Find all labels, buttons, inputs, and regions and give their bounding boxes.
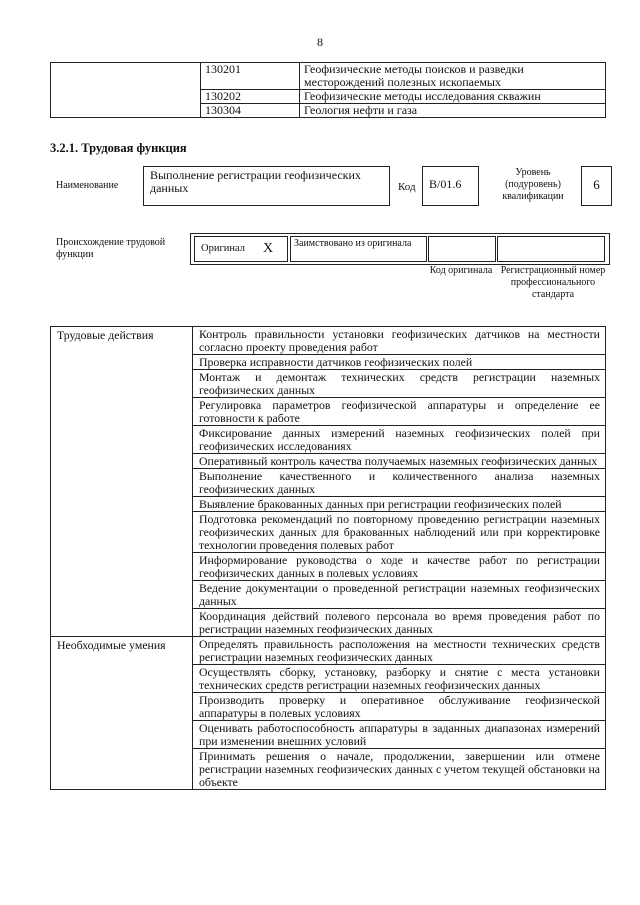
name-label: Наименование [56, 180, 119, 191]
code-label: Код [398, 181, 416, 193]
labor-action-item: Выполнение качественного и количественного анализа наземных геофизических данных [193, 469, 606, 497]
labor-actions-label: Трудовые действия [51, 327, 193, 637]
function-details-table [50, 326, 606, 790]
labor-action-item: Регулировка параметров геофизической аппаратуры и определение ее готовности к работе [193, 398, 606, 426]
labor-action-item: Монтаж и демонтаж технических средств регистрации наземных геофизических данных [193, 370, 606, 398]
origin-box [190, 233, 610, 265]
function-code-box [422, 166, 479, 206]
code-name-cell: Геофизические методы поисков и разведки месторождений полезных ископаемых [300, 63, 606, 90]
labor-action-item: Фиксирование данных измерений наземных геофизических полей при геофизических исследованиях [193, 426, 606, 454]
level-box [581, 166, 612, 206]
level-label: Уровень (подуровень) квалификации [502, 167, 564, 202]
code-cell: 130201 [201, 63, 300, 90]
borrowed-label: Заимствовано из оригинала [294, 238, 412, 249]
labor-action-item: Информирование руководства о ходе и качестве работ по регистрации геофизических данных в полевых условиях [193, 553, 606, 581]
skill-item: Принимать решения о начале, продолжении, завершении или отмене регистрации наземных геофизических данных с учетом текущей обстановки на объекте [193, 749, 606, 790]
section-title: 3.2.1. Трудовая функция [50, 141, 187, 155]
codes-empty-cell [51, 63, 201, 118]
page-number: 8 [317, 35, 323, 49]
borrowed-cell [290, 236, 427, 262]
level-value: 6 [593, 177, 600, 192]
labor-action-item: Оперативный контроль качества получаемых наземных геофизических данных [193, 454, 606, 469]
code-name-cell: Геофизические методы исследования скважин [300, 90, 606, 104]
labor-action-item: Подготовка рекомендаций по повторному проведению регистрации наземных геофизических данных для бракованных наблюдений или при корректировке технологии проведения полевых работ [193, 512, 606, 553]
code-cell: 130304 [201, 104, 300, 118]
skill-item: Производить проверку и оперативное обслуживание геофизической аппаратуры в полевых условиях [193, 693, 606, 721]
skill-item: Определять правильность расположения на местности технических средств регистрации наземных геофизических данных [193, 637, 606, 665]
skill-item: Оценивать работоспособность аппаратуры в заданных диапазонах измерений при изменении внешних условий [193, 721, 606, 749]
skills-label: Необходимые умения [51, 637, 193, 790]
table-row [51, 63, 606, 90]
original-mark: X [263, 241, 274, 256]
skill-item: Осуществлять сборку, установку, разборку и снятие с места установки технических средств регистрации наземных геофизических данных [193, 665, 606, 693]
reg-number-cell [497, 236, 605, 262]
code-name-cell: Геология нефти и газа [300, 104, 606, 118]
function-name-value: Выполнение регистрации геофизических данных [150, 168, 361, 195]
table-row [51, 327, 606, 355]
table-row [51, 637, 606, 665]
reg-number-label: Регистрационный номер профессионального стандарта [500, 265, 606, 300]
function-name-box [143, 166, 390, 206]
labor-action-item: Выявление бракованных данных при регистрации геофизических полей [193, 497, 606, 512]
labor-action-item: Контроль правильности установки геофизических датчиков на местности согласно проекту проведения работ [193, 327, 606, 355]
labor-action-item: Координация действий полевого персонала во время проведения работ по регистрации наземных геофизических данных [193, 609, 606, 637]
function-code-value: В/01.6 [429, 177, 462, 191]
code-original-cell [428, 236, 496, 262]
original-cell [194, 236, 288, 262]
labor-action-item: Ведение документации о проведенной регистрации наземных геофизических данных [193, 581, 606, 609]
codes-table [50, 62, 606, 118]
original-label: Оригинал [201, 243, 245, 254]
origin-label: Происхождение трудовой функции [56, 237, 166, 260]
labor-action-item: Проверка исправности датчиков геофизических полей [193, 355, 606, 370]
code-cell: 130202 [201, 90, 300, 104]
code-original-label: Код оригинала [429, 265, 493, 276]
